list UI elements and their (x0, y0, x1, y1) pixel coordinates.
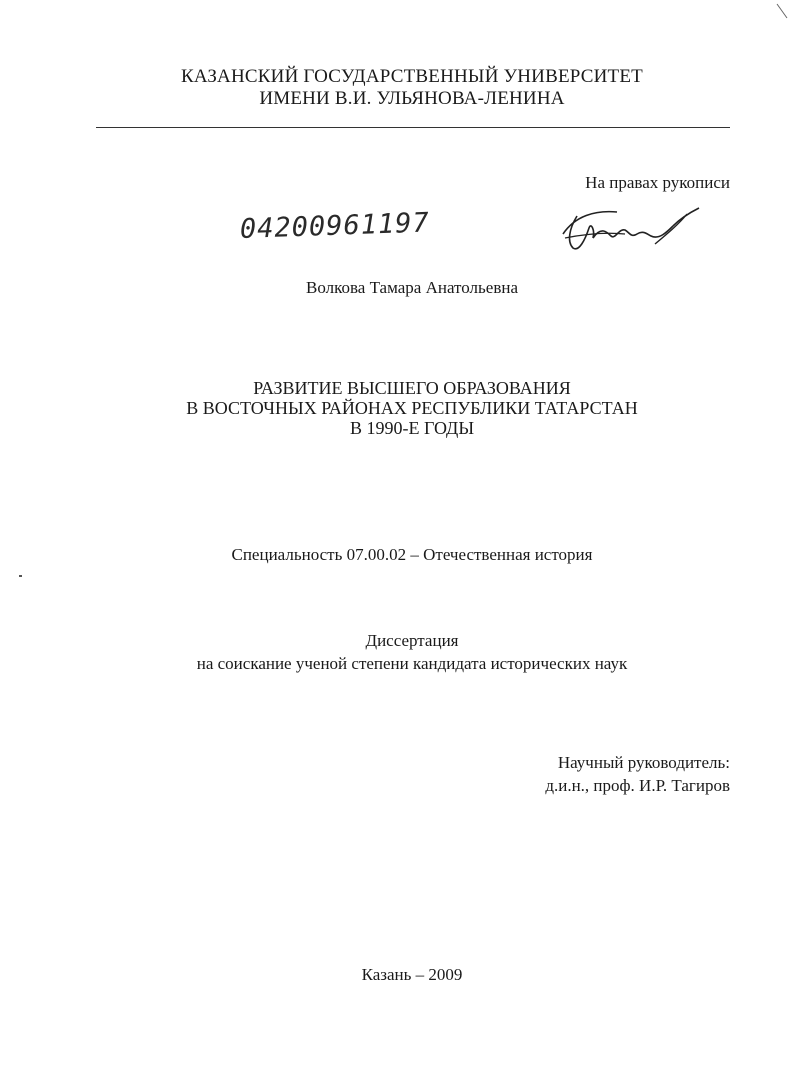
stamp-number: 04200961197 (239, 207, 431, 245)
header-divider (96, 127, 730, 128)
dissertation-title (60, 378, 764, 438)
signature-icon (555, 204, 705, 259)
dissertation-description (60, 629, 764, 675)
manuscript-note-text: На правах рукописи (585, 173, 730, 192)
supervisor (545, 751, 730, 797)
author-name (60, 277, 764, 299)
author-name-text: Волкова Тамара Анатольевна (306, 278, 518, 297)
university-header (60, 66, 764, 110)
supervisor-label: Научный руководитель: (557, 753, 730, 772)
specialty (60, 544, 764, 566)
dissertation-label: Диссертация (365, 631, 459, 650)
place-year (60, 964, 764, 986)
scan-speck (19, 575, 22, 577)
supervisor-name: д.и.н., проф. И.Р. Тагиров (545, 776, 730, 795)
university-name: КАЗАНСКИЙ ГОСУДАРСТВЕННЫЙ УНИВЕРСИТЕТ (181, 66, 643, 87)
university-subtitle: ИМЕНИ В.И. УЛЬЯНОВА-ЛЕНИНА (259, 88, 565, 109)
title-line-1: РАЗВИТИЕ ВЫСШЕГО ОБРАЗОВАНИЯ (253, 378, 571, 398)
degree-description: на соискание ученой степени кандидата исторических наук (196, 654, 628, 673)
place-year-text: Казань – 2009 (361, 965, 463, 984)
title-line-2: В ВОСТОЧНЫХ РАЙОНАХ РЕСПУБЛИКИ ТАТАРСТАН (186, 398, 638, 418)
scan-mark-icon (775, 2, 789, 20)
title-line-3: В 1990-Е ГОДЫ (349, 418, 475, 438)
specialty-text: Специальность 07.00.02 – Отечественная история (231, 545, 593, 564)
manuscript-note (585, 171, 730, 194)
